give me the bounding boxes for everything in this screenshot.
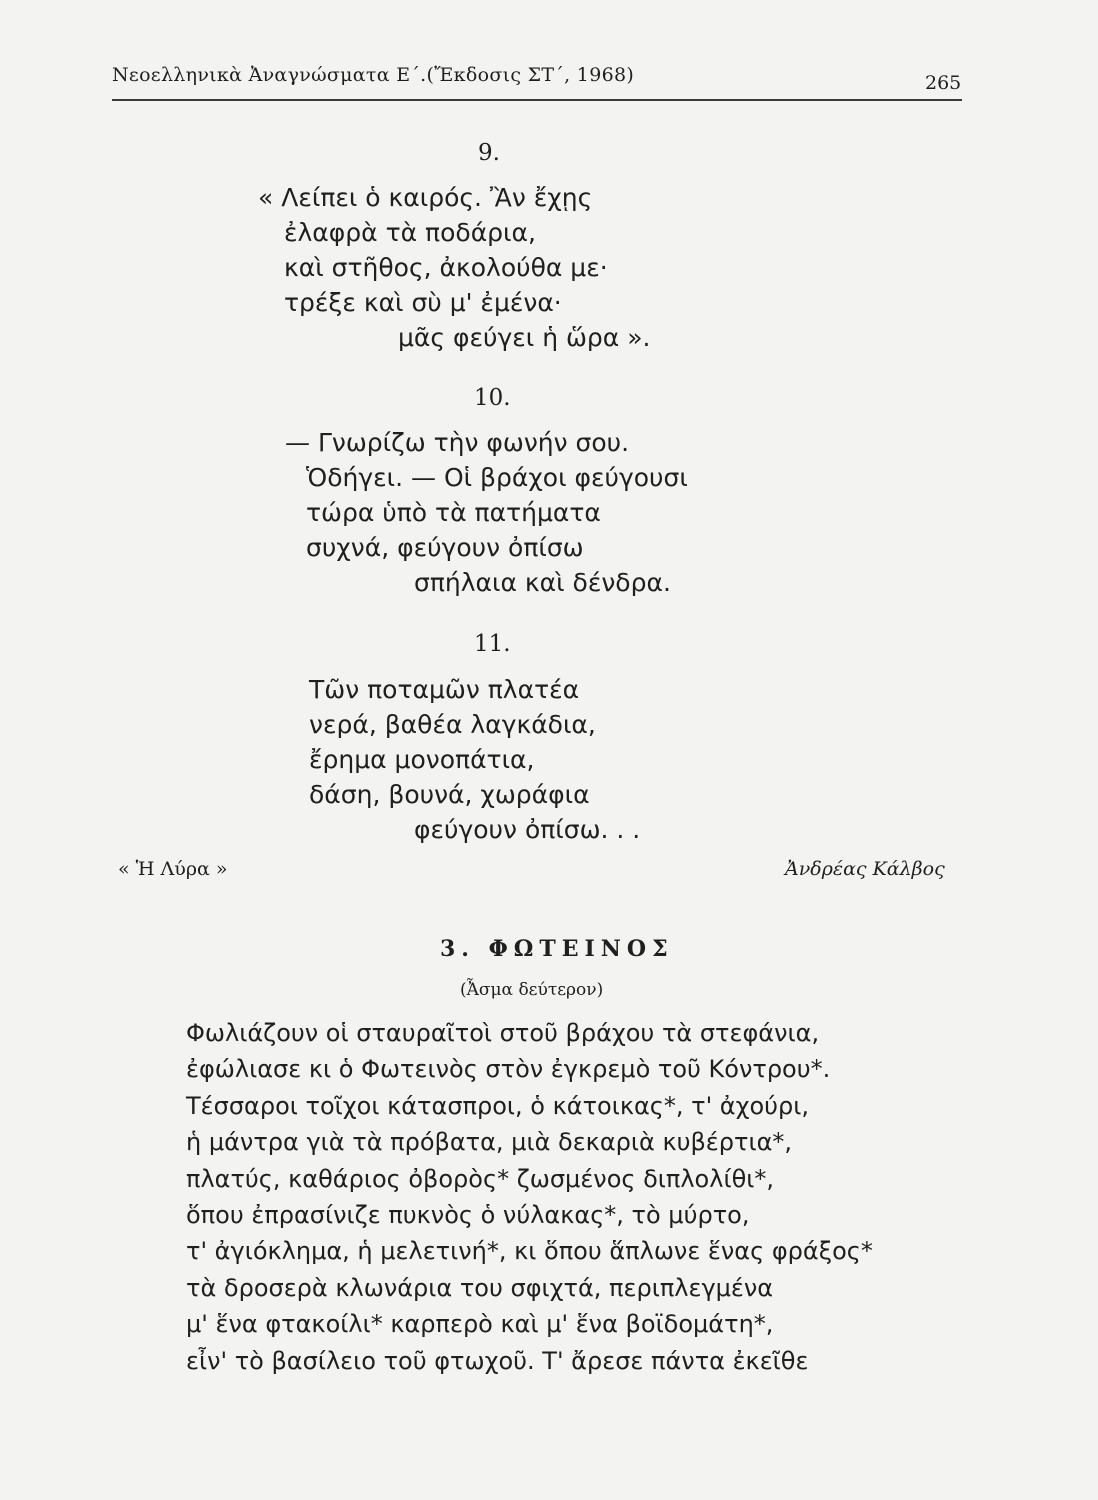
stanza-9 [258, 180, 650, 355]
source-author: Ἀνδρέας Κάλβος [785, 858, 945, 880]
body-line: ὅπου ἐπρασίνιζε πυκνὸς ὁ νύλακας*, τὸ μύρτο, [186, 1200, 750, 1229]
verse-line: τρέξε καὶ σὺ μ' ἐμένα· [284, 288, 562, 317]
verse-line: Τῶν ποταμῶν πλατέα [309, 675, 580, 704]
body-line: Φωλιάζουν οἱ σταυραῖτοὶ στοῦ βράχου τὰ στεφάνια, [186, 1019, 820, 1047]
verse-line: συχνά, φεύγουν ὀπίσω [306, 533, 584, 562]
section-subtitle: (Ἆσμα δεύτερον) [460, 980, 604, 1000]
verse-line: « Λείπει ὁ καιρός. Ἂν ἔχῃς [258, 183, 593, 212]
stanza-10 [285, 425, 688, 600]
body-line: ἐφώλιασε κι ὁ Φωτεινὸς στὸν ἐγκρεμὸ τοῦ Κόντρου*. [186, 1055, 831, 1084]
header-rule [112, 99, 962, 101]
stanza-number: 9. [478, 140, 500, 166]
body-line: μ' ἕνα φτακοίλι* καρπερὸ καὶ μ' ἕνα βοϊδομάτη*, [186, 1310, 774, 1339]
source-work: « Ἡ Λύρα » [118, 858, 228, 880]
page-number: 265 [925, 72, 962, 94]
stanza-number: 11. [474, 631, 511, 657]
verse-line: φεύγουν ὀπίσω. . . [414, 815, 641, 844]
running-title: Νεοελληνικὰ Ἀναγνώσματα Ε΄.(Ἔκδοσις ΣΤ΄, 1968) [112, 64, 635, 86]
verse-line: — Γνωρίζω τὴν φωνήν σου. [285, 428, 630, 457]
stanza-11 [309, 672, 640, 847]
section-title: 3. ΦΩΤΕΙΝΟΣ [440, 936, 674, 962]
body-line: Τέσσαροι τοῖχοι κάτασπροι, ὁ κάτοικας*, τ' ἀχούρι, [186, 1091, 810, 1120]
body-line: εἶν' τὸ βασίλειο τοῦ φτωχοῦ. Τ' ἄρεσε πάντα ἐκεῖθε [186, 1346, 809, 1375]
body-line: τὰ δροσερὰ κλωνάρια του σφιχτά, περιπλεγμένα [186, 1273, 774, 1302]
verse-line: μᾶς φεύγει ἡ ὥρα ». [398, 323, 651, 352]
verse-line: καὶ στῆθος, ἀκολούθα με· [284, 253, 608, 282]
verse-line: ἔρημα μονοπάτια, [309, 745, 535, 774]
section-body [186, 1015, 873, 1379]
verse-line: τώρα ὑπὸ τὰ πατήματα [306, 498, 601, 527]
verse-line: δάση, βουνά, χωράφια [309, 780, 590, 809]
body-line: πλατύς, καθάριος ὀβορὸς* ζωσμένος διπλολίθι*, [186, 1164, 774, 1193]
stanza-number: 10. [474, 385, 511, 411]
verse-line: ἐλαφρὰ τὰ ποδάρια, [284, 218, 536, 247]
verse-line: σπήλαια καὶ δένδρα. [414, 568, 671, 597]
verse-line: Ὁδήγει. — Οἱ βράχοι φεύγουσι [306, 463, 688, 492]
body-line: τ' ἀγιόκλημα, ἡ μελετινή*, κι ὅπου ἅπλωνε ἕνας φράξος* [186, 1237, 873, 1266]
verse-line: νερά, βαθέα λαγκάδια, [309, 710, 596, 739]
body-line: ἡ μάντρα γιὰ τὰ πρόβατα, μιὰ δεκαριὰ κυβέρτια*, [186, 1128, 793, 1157]
